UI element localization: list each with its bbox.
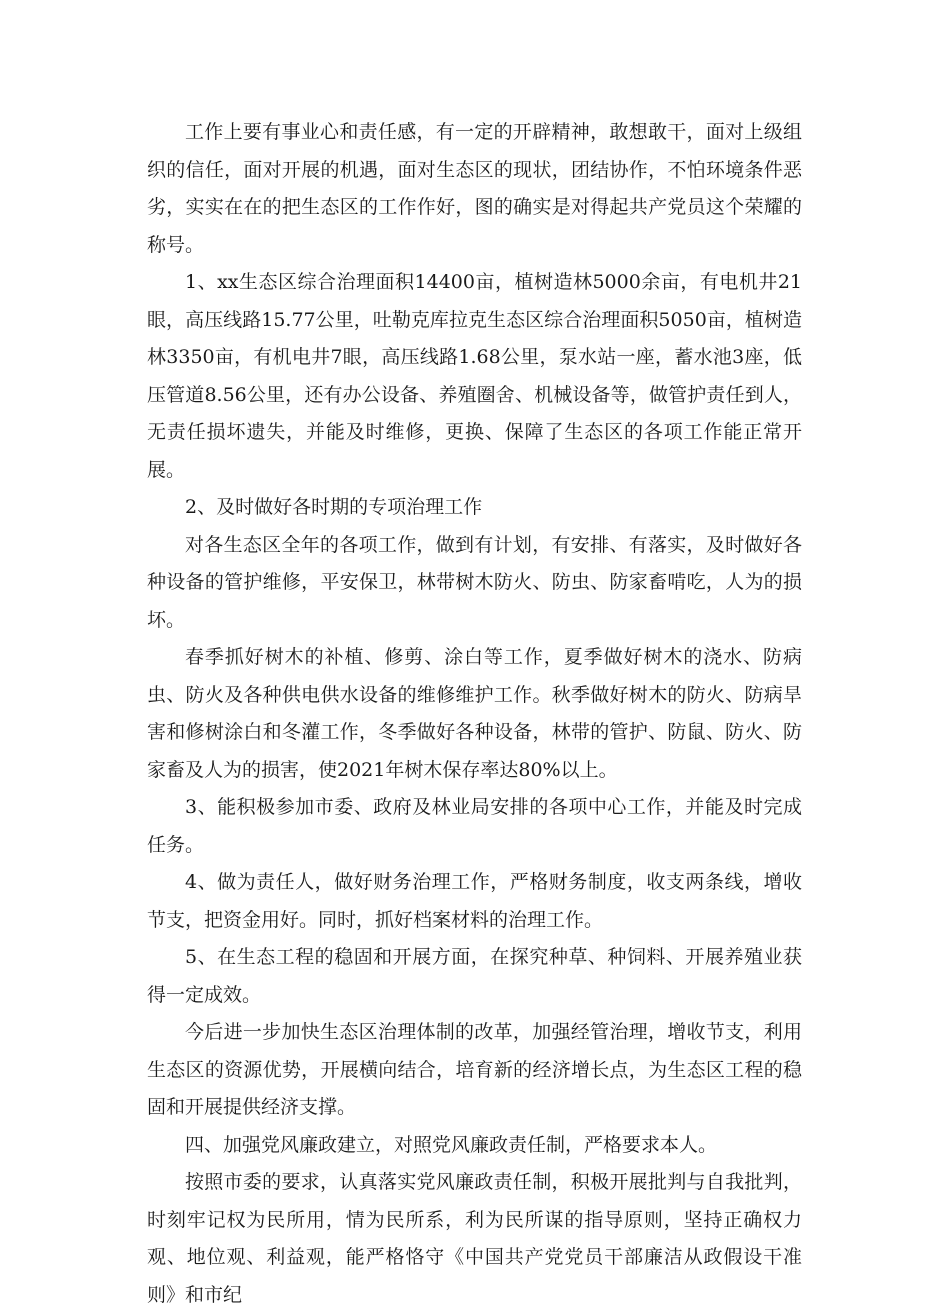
paragraph-5: 春季抓好树木的补植、修剪、涂白等工作，夏季做好树木的浇水、防病虫、防火及各种供电供水设备的维修维护工作。秋季做好树木的防火、防病旱害和修树涂白和冬灌工作，冬季做好各种设备，林带的管护、防鼠、防火、防家畜及人为的损害，使2021年树木保存率达80%以上。 bbox=[147, 646, 802, 781]
paragraph-1: 工作上要有事业心和责任感，有一定的开辟精神，敢想敢干，面对上级组织的信任，面对开展的机遇，面对生态区的现状，团结协作，不怕环境条件恶劣，实实在在的把生态区的工作作好，图的确实是对得起共产党员这个荣耀的称号。 bbox=[147, 121, 802, 256]
paragraph-7: 4、做为责任人，做好财务治理工作，严格财务制度，收支两条线，增收节支，把资金用好。同时，抓好档案材料的治理工作。 bbox=[147, 871, 802, 931]
paragraph-4: 对各生态区全年的各项工作，做到有计划，有安排、有落实，及时做好各种设备的管护维修，平安保卫，林带树木防火、防虫、防家畜啃吃，人为的损坏。 bbox=[147, 533, 802, 631]
paragraph-3: 2、及时做好各时期的专项治理工作 bbox=[185, 496, 483, 518]
paragraph-11: 按照市委的要求，认真落实党风廉政责任制，积极开展批判与自我批判，时刻牢记权为民所用，情为民所系，利为民所谋的指导原则，坚持正确权力观、地位观、利益观，能严格恪守《中国共产党党员干部廉洁从政假设干准则》和市纪 bbox=[147, 1171, 802, 1306]
paragraph-2: 1、xx生态区综合治理面积14400亩，植树造林5000余亩，有电机井21眼，高压线路15.77公里，吐勒克库拉克生态区综合治理面积5050亩，植树造林3350亩，有机电井7眼，高压线路1.68公里，泵水站一座，蓄水池3座，低压管道8.56公里，还有办公设备、养殖圈舍、机械设备等，做管护责任到人，无责任损坏遗失，并能及时维修，更换、保障了生态区的各项工作能正常开展。 bbox=[147, 271, 802, 481]
paragraph-9: 今后进一步加快生态区治理体制的改革，加强经管治理，增收节支，利用生态区的资源优势，开展横向结合，培育新的经济增长点，为生态区工程的稳固和开展提供经济支撑。 bbox=[147, 1021, 802, 1118]
paragraph-10: 四、加强党风廉政建立，对照党风廉政责任制，严格要求本人。 bbox=[185, 1133, 718, 1156]
paragraph-8: 5、在生态工程的稳固和开展方面，在探究种草、种饲料、开展养殖业获得一定成效。 bbox=[147, 946, 802, 1006]
paragraph-6: 3、能积极参加市委、政府及林业局安排的各项中心工作，并能及时完成任务。 bbox=[147, 796, 802, 856]
document-body bbox=[147, 114, 802, 1314]
